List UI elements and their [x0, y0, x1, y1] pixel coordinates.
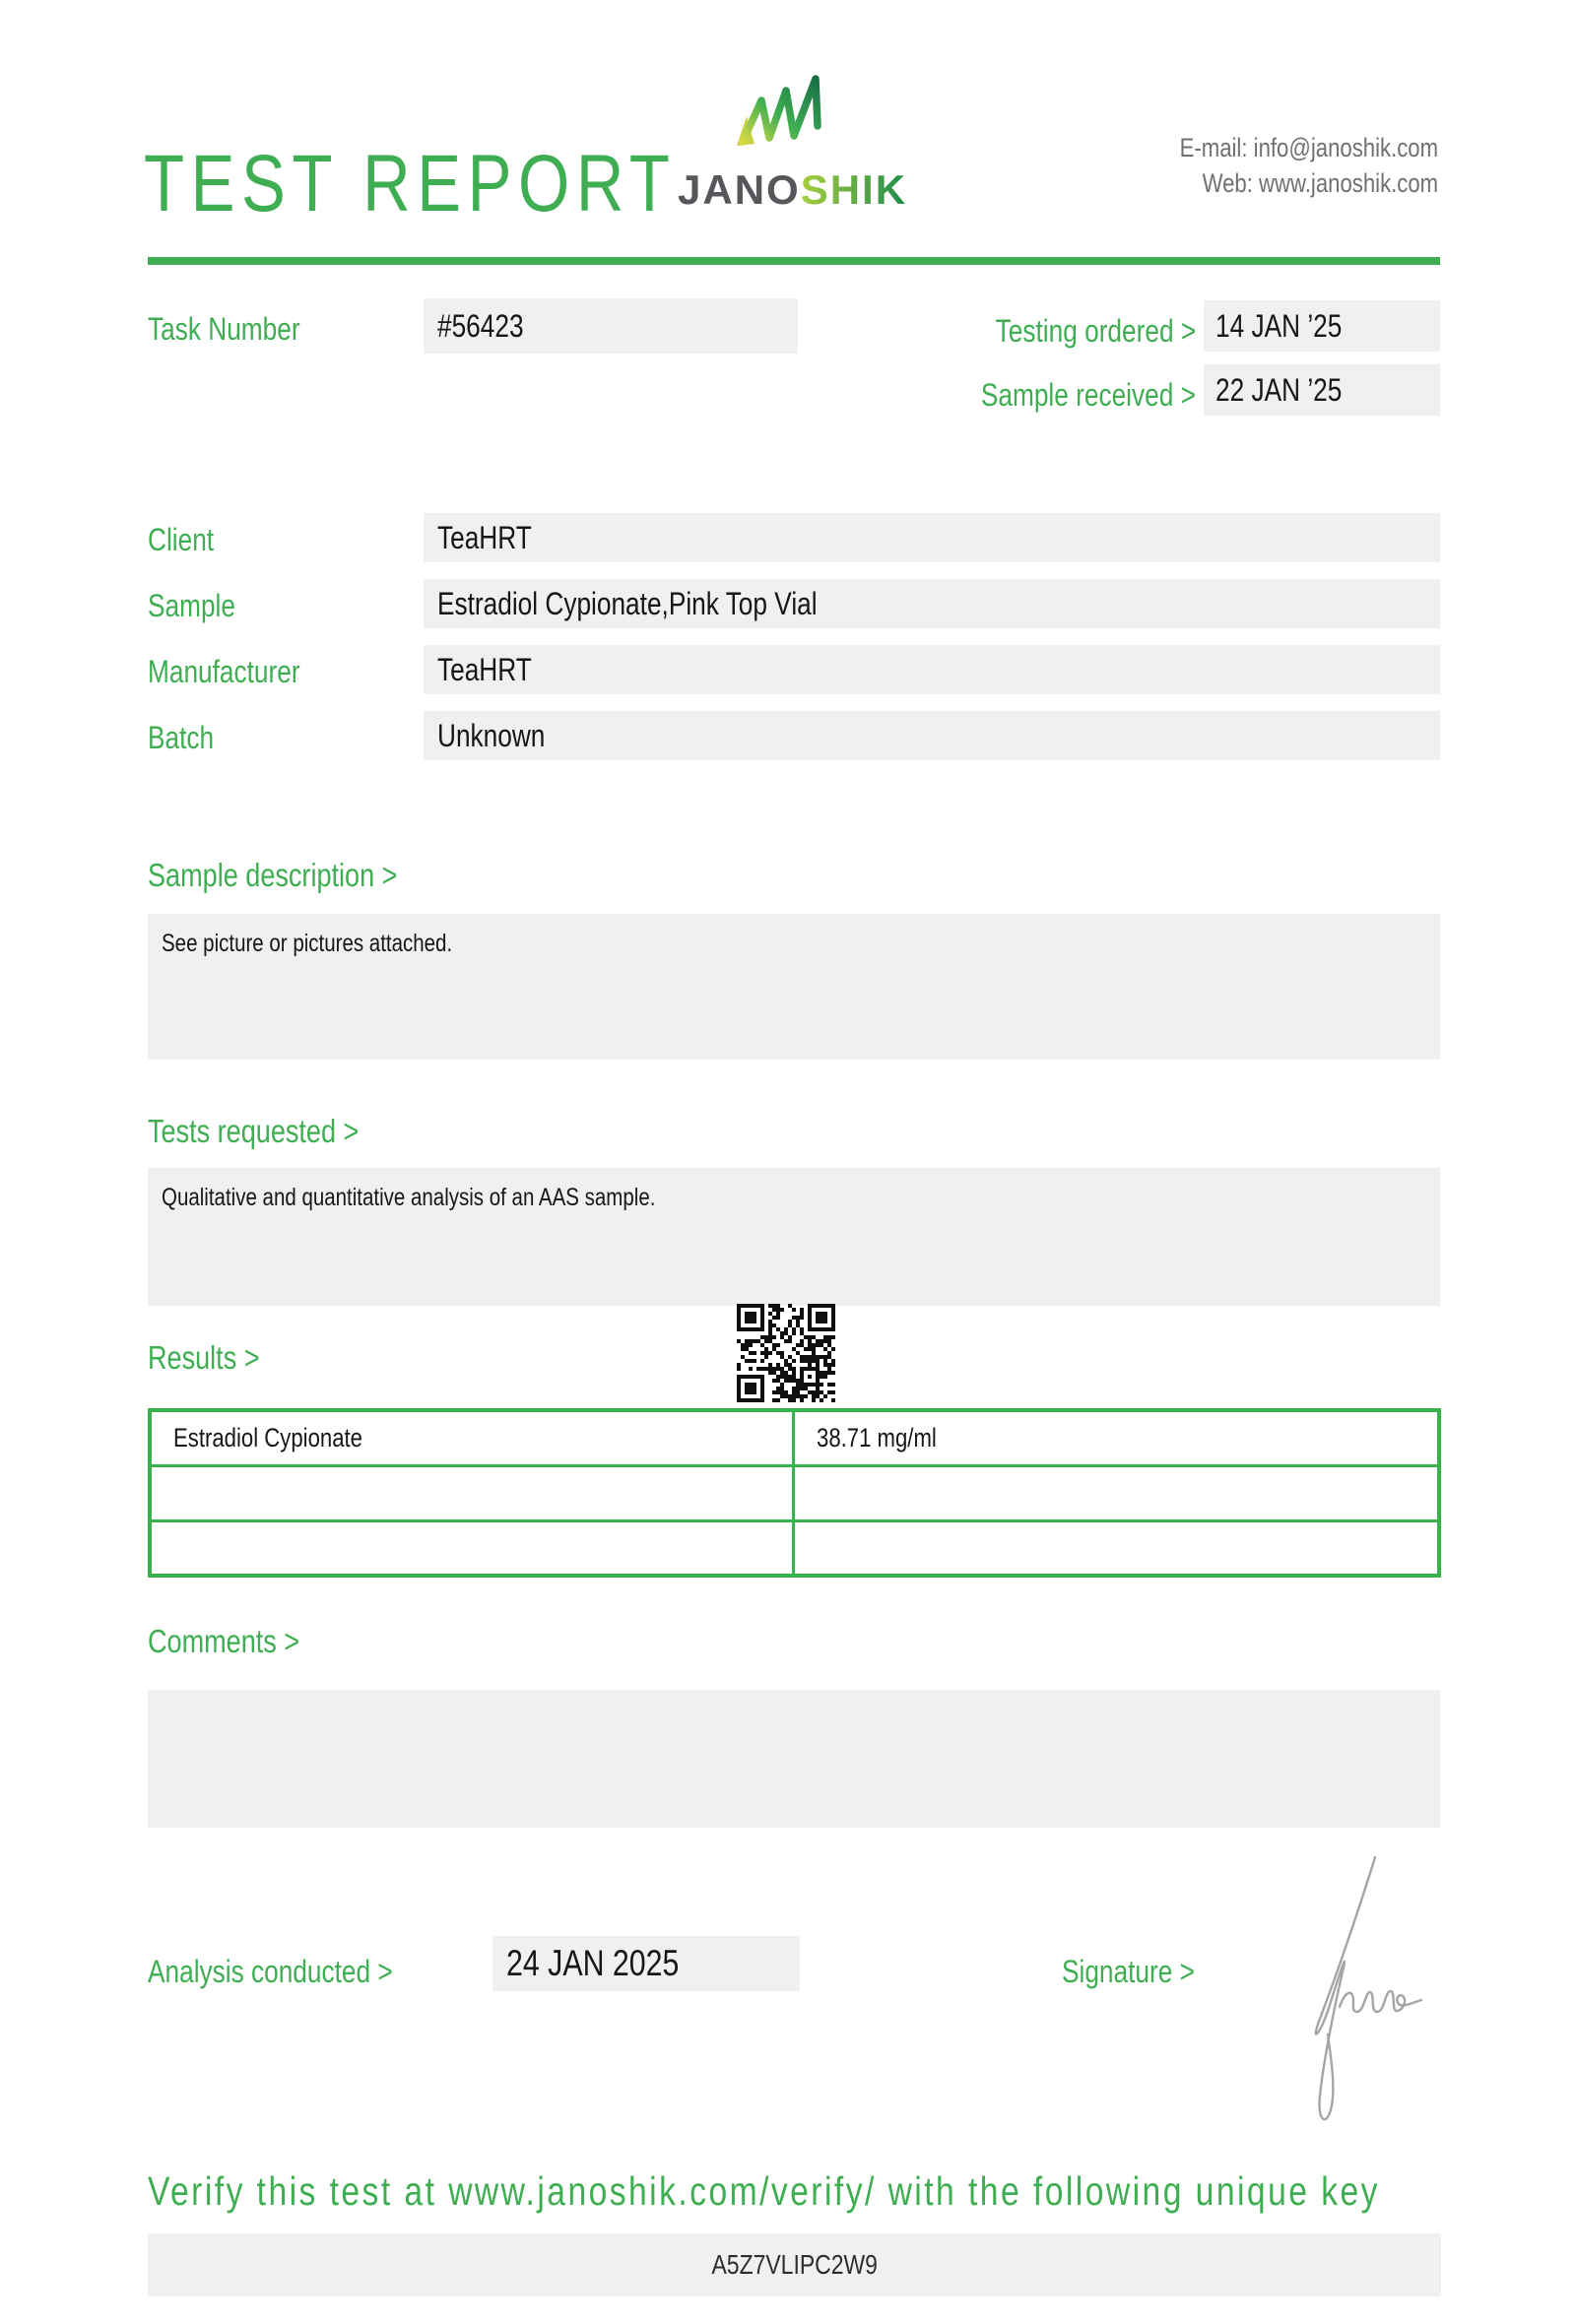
comments-box: [148, 1690, 1440, 1828]
analysis-conducted-label: Analysis conducted >: [148, 1954, 393, 1989]
results-row: [150, 1520, 1439, 1576]
contact-web: Web: www.janoshik.com: [1202, 168, 1438, 198]
task-number-label: Task Number: [148, 311, 300, 347]
sample-received-date: 22 JAN ’25: [1204, 364, 1440, 416]
sample-description-box: See picture or pictures attached.: [148, 914, 1440, 1060]
result-cell: 38.71 mg/ml: [793, 1410, 1439, 1465]
sample-received-label: Sample received >: [980, 377, 1196, 413]
tests-requested-box: Qualitative and quantitative analysis of an AAS sample.: [148, 1168, 1440, 1306]
contact-info: [1123, 130, 1438, 201]
result-cell: [793, 1520, 1439, 1576]
qr-code: [737, 1304, 835, 1402]
client-label: Client: [148, 522, 215, 557]
result-cell: [793, 1465, 1439, 1520]
sample-label: Sample: [148, 588, 235, 623]
handwritten-signature-icon: [1280, 1851, 1433, 2137]
growth-chart-icon: [729, 69, 847, 167]
testing-ordered-date: 14 JAN ’25: [1204, 300, 1440, 352]
comments-heading: Comments >: [148, 1623, 300, 1659]
header-divider: [148, 257, 1440, 265]
results-table: [148, 1408, 1441, 1578]
analysis-conducted-date: 24 JAN 2025: [492, 1936, 800, 1991]
contact-email: E-mail: info@janoshik.com: [1179, 133, 1438, 162]
batch-value: Unknown: [424, 711, 1440, 760]
analyte-cell: [150, 1520, 793, 1576]
janoshik-logo: [678, 69, 908, 217]
sample-description-heading: Sample description >: [148, 857, 398, 893]
analyte-cell: [150, 1465, 793, 1520]
manufacturer-label: Manufacturer: [148, 654, 300, 689]
client-value: TeaHRT: [424, 513, 1440, 562]
logo-wordmark: JANOSHIK: [678, 166, 908, 213]
results-heading: Results >: [148, 1339, 260, 1376]
verify-key: A5Z7VLIPC2W9: [148, 2233, 1441, 2296]
verify-instruction: Verify this test at www.janoshik.com/verify/ with the following unique key: [148, 2168, 1380, 2214]
sample-value: Estradiol Cypionate,Pink Top Vial: [424, 579, 1440, 628]
manufacturer-value: TeaHRT: [424, 645, 1440, 694]
testing-ordered-label: Testing ordered >: [995, 313, 1196, 349]
results-row: [150, 1410, 1439, 1465]
tests-requested-heading: Tests requested >: [148, 1113, 360, 1149]
analyte-cell: Estradiol Cypionate: [150, 1410, 793, 1465]
page-title: TEST REPORT: [144, 139, 677, 228]
task-number-value: #56423: [424, 298, 798, 354]
signature-label: Signature >: [1062, 1954, 1195, 1989]
results-row: [150, 1465, 1439, 1520]
batch-label: Batch: [148, 720, 215, 755]
